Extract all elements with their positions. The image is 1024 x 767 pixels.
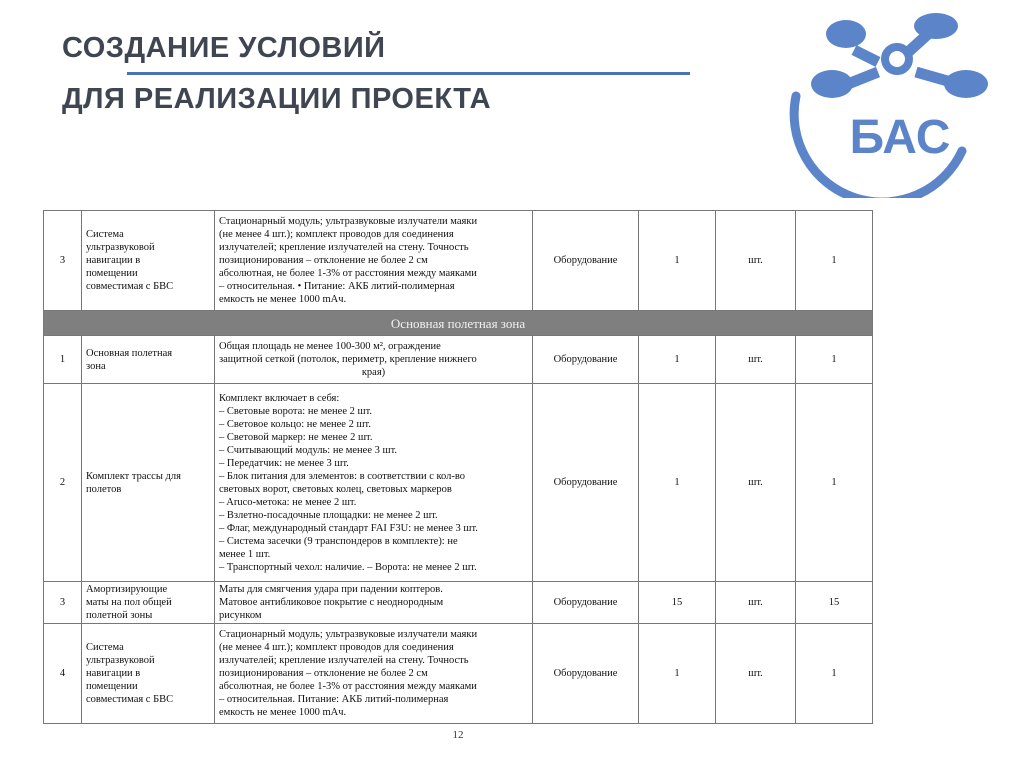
item-description: Маты для смягчения удара при падении коптеров. Матовое антибликовое покрытие с неоднородным рисунком xyxy=(215,582,533,624)
table-row xyxy=(44,582,873,624)
table-row xyxy=(44,211,873,311)
section-title: Основная полетная зона xyxy=(44,311,873,336)
row-number: 4 xyxy=(44,624,82,724)
logo-text: БАС xyxy=(849,111,951,164)
item-description: Общая площадь не менее 100-300 м², ограждение защитной сеткой (потолок, периметр, крепление нижнего края) xyxy=(215,336,533,384)
item-unit: шт. xyxy=(716,582,796,624)
specification-table xyxy=(43,210,873,724)
item-unit: шт. xyxy=(716,384,796,582)
item-quantity: 1 xyxy=(639,211,716,311)
page-number: 12 xyxy=(452,729,464,741)
slide-title-line-2: ДЛЯ РЕАЛИЗАЦИИ ПРОЕКТА xyxy=(62,83,492,115)
bas-drone-logo xyxy=(776,8,996,198)
item-type: Оборудование xyxy=(533,624,639,724)
item-name: Амортизирующие маты на пол общей полетной зоны xyxy=(82,582,215,624)
item-description: Стационарный модуль; ультразвуковые излучатели маяки (не менее 4 шт.); комплект проводов для соединения излучателей; крепление излучателей на стену. Точность позиционирования – отклонение не более 2 см абсолютная, не более 1-3% от расстояния между маяками – относительная. • Питание: АКБ литий-полимерная емкость не менее 1000 mAч. xyxy=(215,211,533,311)
row-number: 3 xyxy=(44,582,82,624)
table-row xyxy=(44,384,873,582)
item-quantity: 1 xyxy=(639,624,716,724)
item-description: Комплект включает в себя: – Световые ворота: не менее 2 шт. – Световое кольцо: не менее 2 шт. – Световой маркер: не менее 2 шт. – Считывающий модуль: не менее 3 шт. – Передатчик: не менее 3 шт. – Блок питания для элементов: в соответствии с кол-во световых ворот, световых колец, световых маркеров – Aruco-метока: не менее 2 шт. – Взлетно-посадочные площадки: не менее 2 шт. – Флаг, международный стандарт FAI F3U: не менее 3 шт. – Система засечки (9 транспондеров в комплекте): не менее 1 шт. – Транспортный чехол: наличие. – Ворота: не менее 2 шт. xyxy=(215,384,533,582)
item-quantity: 15 xyxy=(639,582,716,624)
item-name: Основная полетная зона xyxy=(82,336,215,384)
item-unit: шт. xyxy=(716,211,796,311)
item-total: 15 xyxy=(796,582,873,624)
item-name: Система ультразвуковой навигации в помещении совместимая с БВС xyxy=(82,211,215,311)
item-description: Стационарный модуль; ультразвуковые излучатели маяки (не менее 4 шт.); комплект проводов для соединения излучателей; крепление излучателей на стену. Точность позиционирования – отклонение не более 2 см абсолютная, не более 1-3% от расстояния между маяками – относительная. Питание: АКБ литий-полимерная емкость не менее 1000 mAч. xyxy=(215,624,533,724)
item-quantity: 1 xyxy=(639,336,716,384)
item-total: 1 xyxy=(796,336,873,384)
item-total: 1 xyxy=(796,211,873,311)
item-name: Комплект трассы для полетов xyxy=(82,384,215,582)
row-number: 3 xyxy=(44,211,82,311)
item-quantity: 1 xyxy=(639,384,716,582)
item-type: Оборудование xyxy=(533,582,639,624)
item-name: Система ультразвуковой навигации в помещении совместимая с БВС xyxy=(82,624,215,724)
table-row xyxy=(44,336,873,384)
section-header-row xyxy=(44,311,873,336)
item-type: Оборудование xyxy=(533,336,639,384)
title-underline xyxy=(127,72,690,75)
item-total: 1 xyxy=(796,384,873,582)
item-unit: шт. xyxy=(716,624,796,724)
row-number: 2 xyxy=(44,384,82,582)
item-unit: шт. xyxy=(716,336,796,384)
table-row xyxy=(44,624,873,724)
item-type: Оборудование xyxy=(533,211,639,311)
item-type: Оборудование xyxy=(533,384,639,582)
item-total: 1 xyxy=(796,624,873,724)
slide-title-line-1: СОЗДАНИЕ УСЛОВИЙ xyxy=(62,32,386,64)
row-number: 1 xyxy=(44,336,82,384)
